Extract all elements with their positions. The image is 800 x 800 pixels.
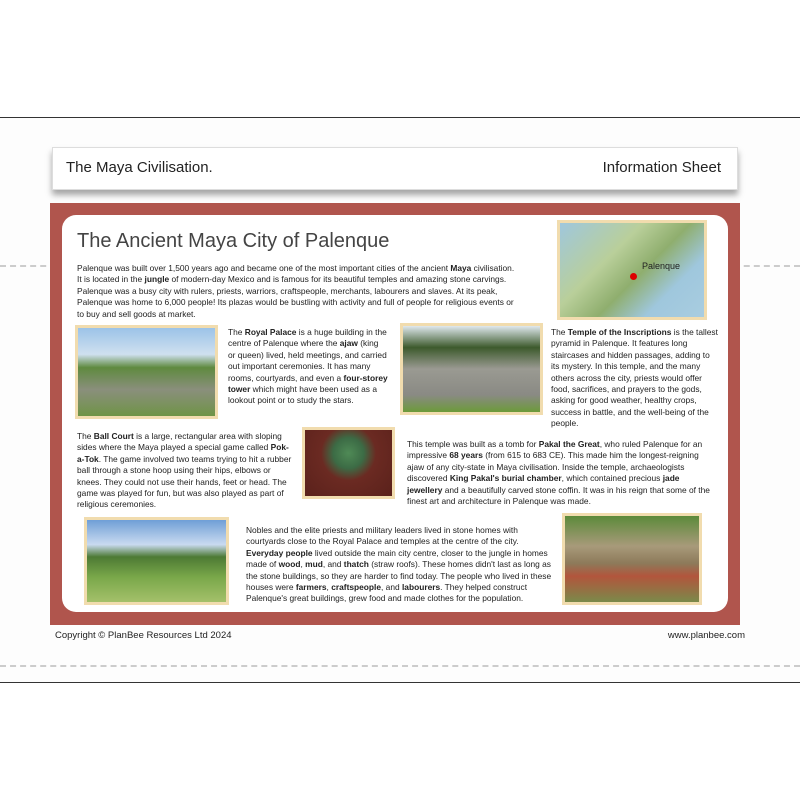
text-run: , — [300, 559, 306, 570]
royal-palace-paragraph — [228, 327, 388, 407]
text-run: of modern-day Mexico and is famous for its beautiful temples and amazing stone carvings. Palenque was a busy city with rulers, priests, warriors, craftspeople, merchants, labourers and slaves. At its peak, Palenque was home to 6,000 people! Its plazas would be bustling with activity and full of people for religious events or to buy and sell goods at market. — [77, 274, 514, 319]
bold-term: jade jewellery — [407, 473, 680, 495]
ball-court-paragraph — [77, 431, 295, 511]
bold-term: Ball Court — [93, 431, 134, 441]
text-run: This temple was built as a tomb for — [407, 439, 539, 449]
map-label: Palenque — [642, 261, 681, 271]
maya-house-photo — [562, 513, 702, 605]
bold-term: wood — [278, 559, 301, 570]
header-topic: The Maya Civilisation. — [66, 159, 213, 176]
text-run: , which contained precious — [561, 473, 663, 484]
text-run: . They helped construct Palenque's great buildings, grew food and made clothes for the population. — [246, 582, 528, 604]
text-run: The — [228, 327, 245, 337]
temple-photo — [400, 323, 543, 415]
text-run: . The game involved two teams trying to hit a rubber ball through a stone hoop using their hips, elbows or knees. They could not use their hands, feet or head. The game was played for fun, but was also played as part of religious ceremonies. — [77, 453, 292, 510]
bold-term: Everyday people — [246, 547, 313, 558]
page-title: The Ancient Maya City of Palenque — [77, 230, 390, 252]
bold-term: Pok-a-Tok — [77, 442, 289, 464]
intro-paragraph — [77, 263, 517, 320]
temple-paragraph — [551, 327, 719, 430]
text-run: is the tallest pyramid in Palenque. It features long staircases and hidden passages, adding to its mystery. In this temple, and the many others across the city, priests would offer food, sacrifices, and prayers to the gods, asking for good weather, healthy crops, success in battle, and the well-being of the people. — [551, 327, 718, 429]
header-bar — [52, 147, 738, 190]
text-run: (from 615 to 683 CE). This made him the longest-reigning ajaw of any city-state in Maya civilisation. Inside the temple, archaeologists discovered — [407, 450, 699, 484]
text-run: civilisation. It is located in the — [77, 263, 515, 285]
text-run: , and — [381, 582, 402, 593]
bold-term: craftspeople — [331, 582, 382, 593]
bold-term: Maya — [450, 263, 472, 273]
text-run: which might have been used as a lookout point or to study the stars. — [228, 384, 377, 406]
ball-court-photo — [84, 517, 229, 605]
royal-palace-photo — [75, 325, 218, 419]
text-run: is a huge building in the centre of Palenque where the — [228, 327, 387, 349]
bold-term: labourers — [401, 582, 441, 593]
text-run: , who ruled Palenque for an impressive — [407, 439, 703, 461]
bold-term: mud — [305, 559, 323, 570]
content-panel — [62, 215, 728, 612]
text-run: (king or queen) lived, held meetings, and carried out important ceremonies. It has many rooms, courtyards, and even a — [228, 338, 387, 383]
bold-term: ajaw — [339, 338, 358, 349]
text-run: , and — [322, 559, 344, 570]
website-link[interactable]: www.planbee.com — [667, 630, 745, 641]
bold-term: farmers — [295, 582, 327, 593]
text-run: Nobles and the elite priests and military leaders lived in stone homes with courtyards close to the Royal Palace and temples at the centre of the city. — [246, 525, 519, 547]
watermark-line — [0, 665, 800, 667]
bold-term: jungle — [144, 274, 170, 285]
text-run: and a beautifully carved stone coffin. It was in his reign that some of the finest art and architecture in Palenque was made. — [407, 484, 710, 507]
location-marker-icon — [630, 273, 637, 280]
text-run: The — [551, 327, 568, 337]
jade-mask-photo — [302, 427, 395, 499]
content-frame — [50, 203, 740, 625]
bold-term: 68 years — [449, 450, 483, 461]
text-run: lived outside the main city centre, closer to the jungle in homes made of — [246, 547, 548, 570]
tomb-paragraph — [407, 439, 717, 507]
copyright: Copyright © PlanBee Resources Ltd 2024 — [55, 630, 232, 641]
bold-term: Royal Palace — [244, 327, 297, 337]
homes-paragraph — [246, 525, 554, 605]
bold-term: Temple of the Inscriptions — [567, 327, 672, 337]
bold-term: thatch — [343, 559, 369, 570]
map-image — [557, 220, 707, 320]
bold-term: King Pakal's burial chamber — [449, 473, 562, 484]
bold-term: four-storey tower — [228, 372, 388, 395]
bold-term: Pakal the Great — [538, 439, 600, 449]
header-sheet-type: Information Sheet — [602, 159, 721, 176]
text-run: is a large, rectangular area with sloping sides where the Maya played a special game called — [77, 431, 282, 453]
text-run: , — [326, 582, 332, 593]
text-run: (straw roofs). These homes didn't last as long as the stone buildings, so they are harder to find today. The people who lived in these houses were — [246, 559, 552, 593]
text-run: The — [77, 431, 94, 441]
text-run: Palenque was built over 1,500 years ago and became one of the most important cities of the ancient — [77, 263, 451, 273]
